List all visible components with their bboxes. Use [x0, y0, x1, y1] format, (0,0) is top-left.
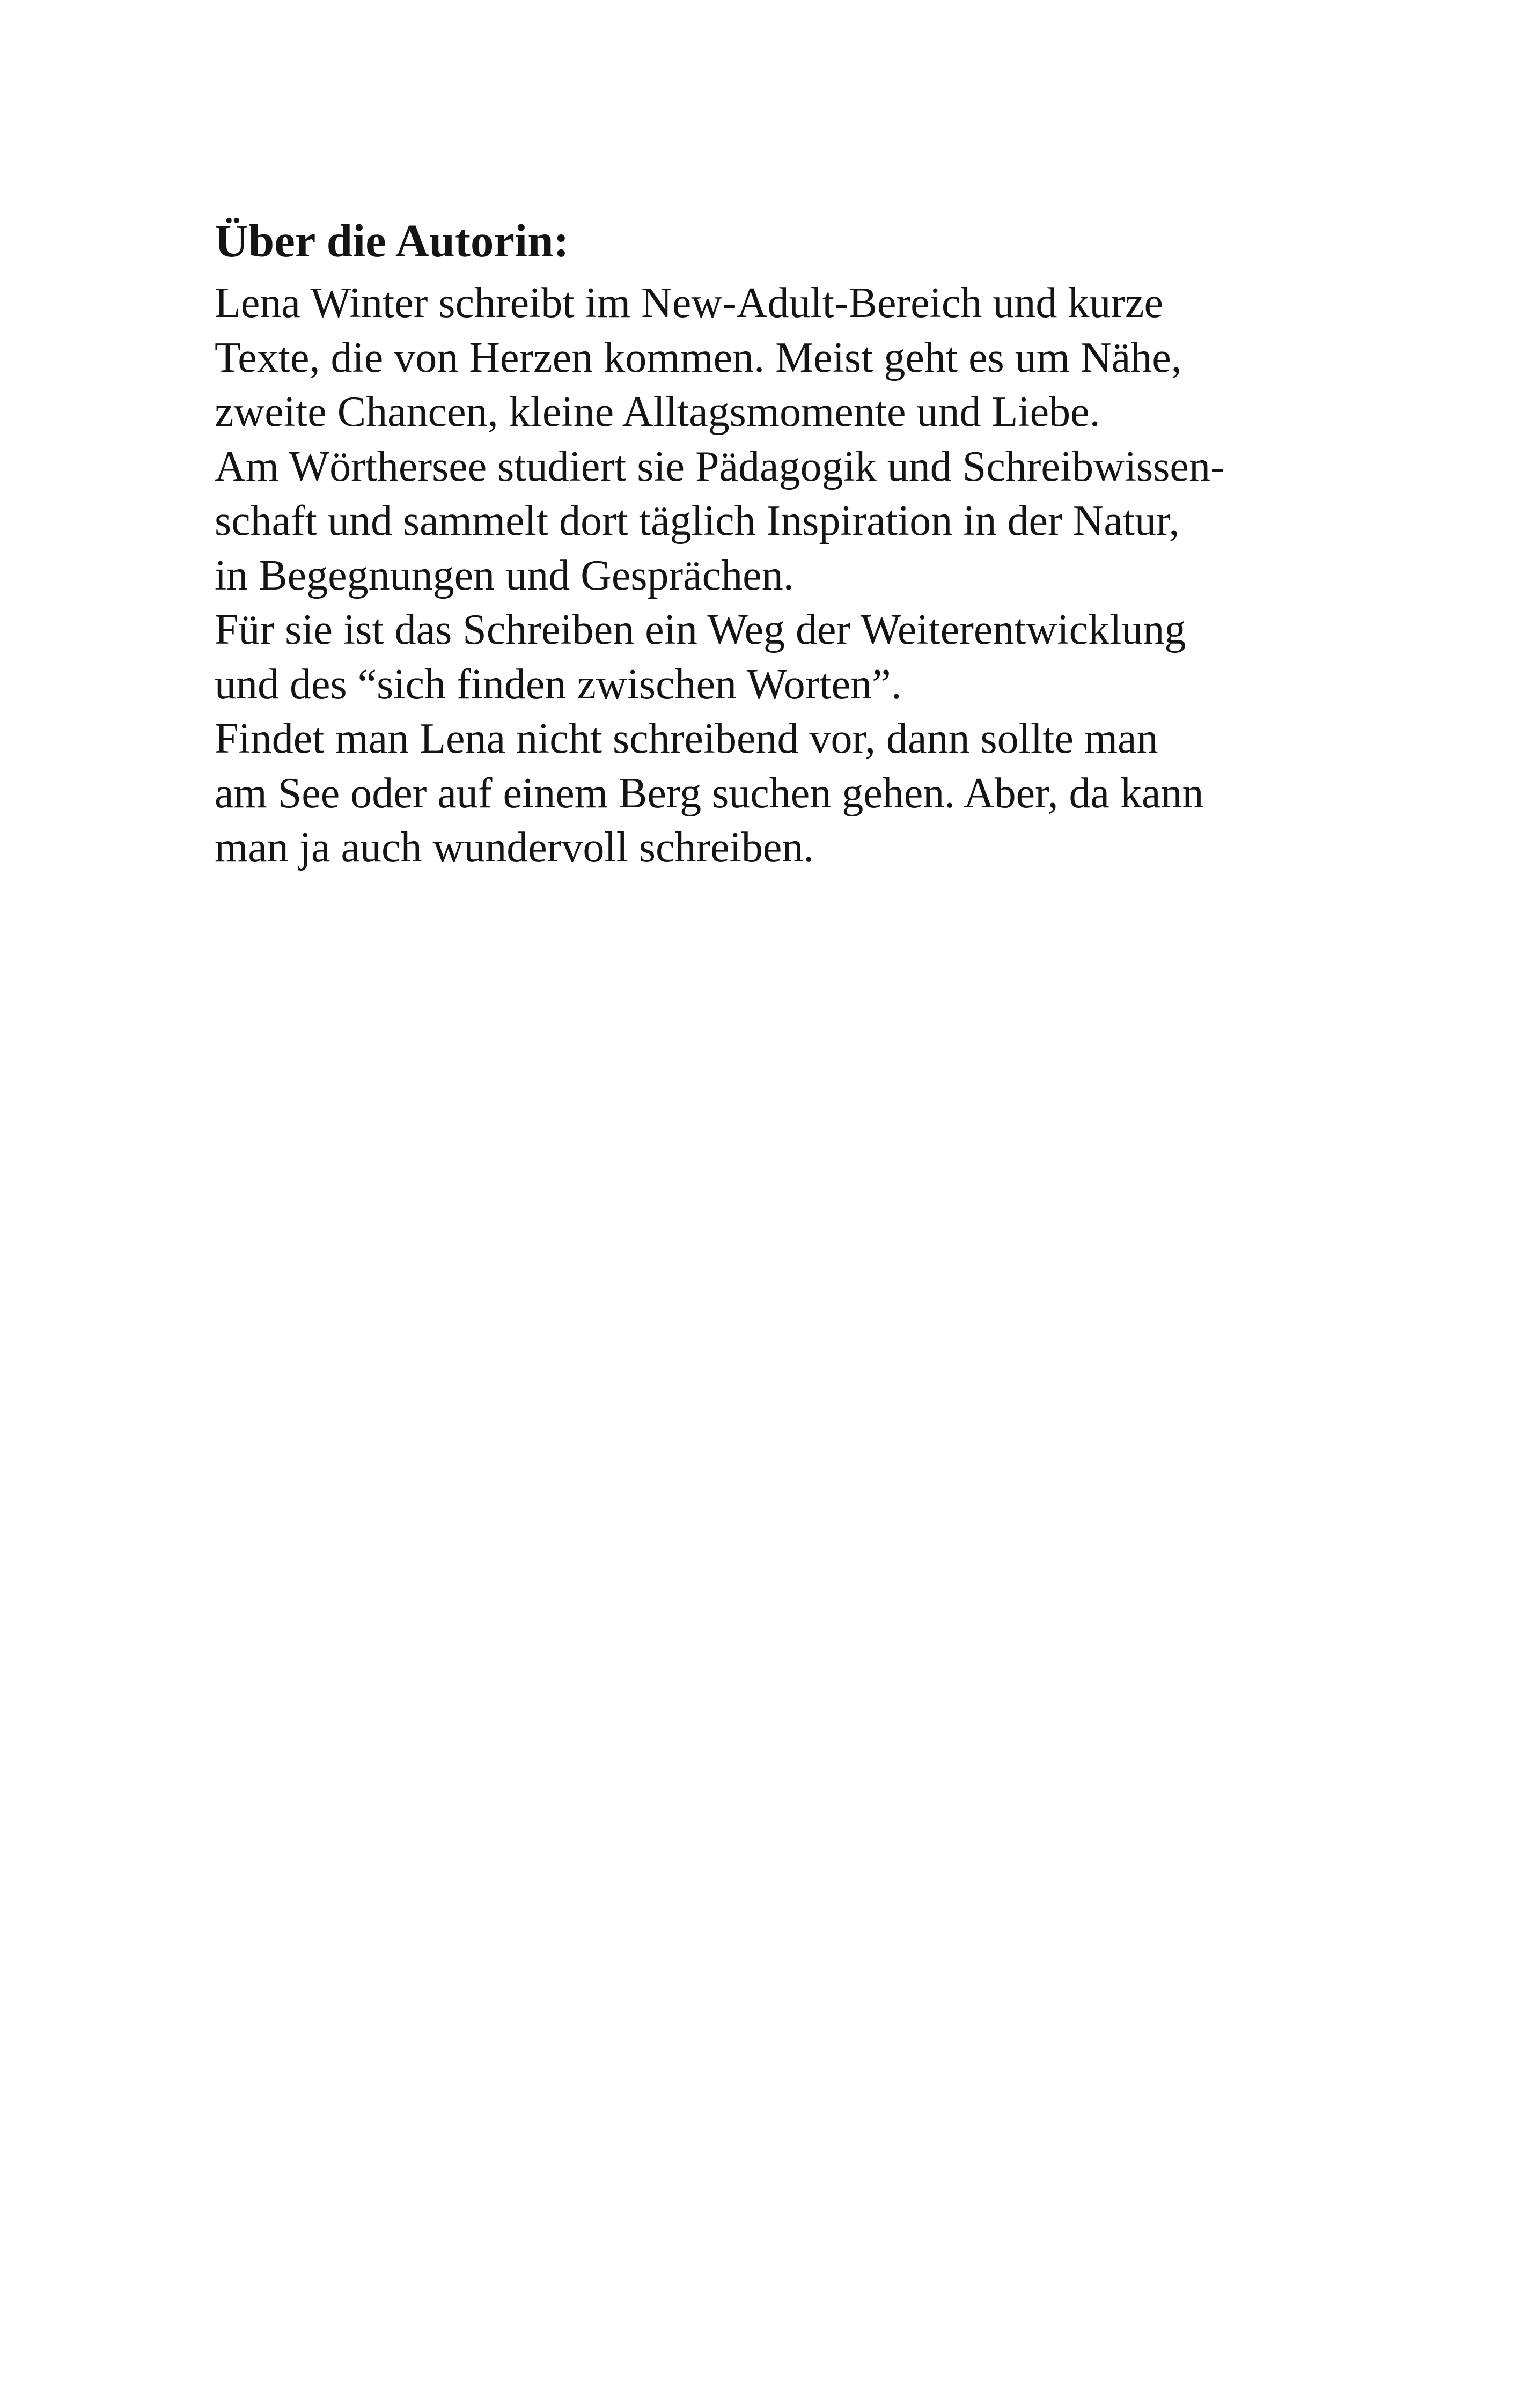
text-line: schaft und sammelt dort täglich Inspiration in der Natur,: [215, 497, 1180, 544]
text-line: zweite Chancen, kleine Alltagsmomente und Liebe.: [215, 388, 1100, 436]
author-bio-text: [215, 276, 1341, 875]
text-line: in Begegnungen und Gesprächen.: [215, 551, 794, 599]
author-bio-section: [215, 212, 1341, 875]
section-heading: Über die Autorin:: [215, 215, 569, 267]
text-line: Für sie ist das Schreiben ein Weg der Weiterentwicklung: [215, 606, 1186, 653]
text-line: Texte, die von Herzen kommen. Meist geht es um Nähe,: [215, 334, 1182, 381]
text-line: Am Wörthersee studiert sie Pädagogik und Schreibwissen-: [215, 443, 1225, 490]
text-line: Lena Winter schreibt im New-Adult-Bereich und kurze: [215, 279, 1164, 327]
text-line: man ja auch wundervoll schreiben.: [215, 824, 814, 871]
text-line: am See oder auf einem Berg suchen gehen. Aber, da kann: [215, 769, 1204, 817]
text-line: Findet man Lena nicht schreibend vor, dann sollte man: [215, 715, 1158, 762]
text-line: und des “sich finden zwischen Worten”.: [215, 660, 902, 708]
